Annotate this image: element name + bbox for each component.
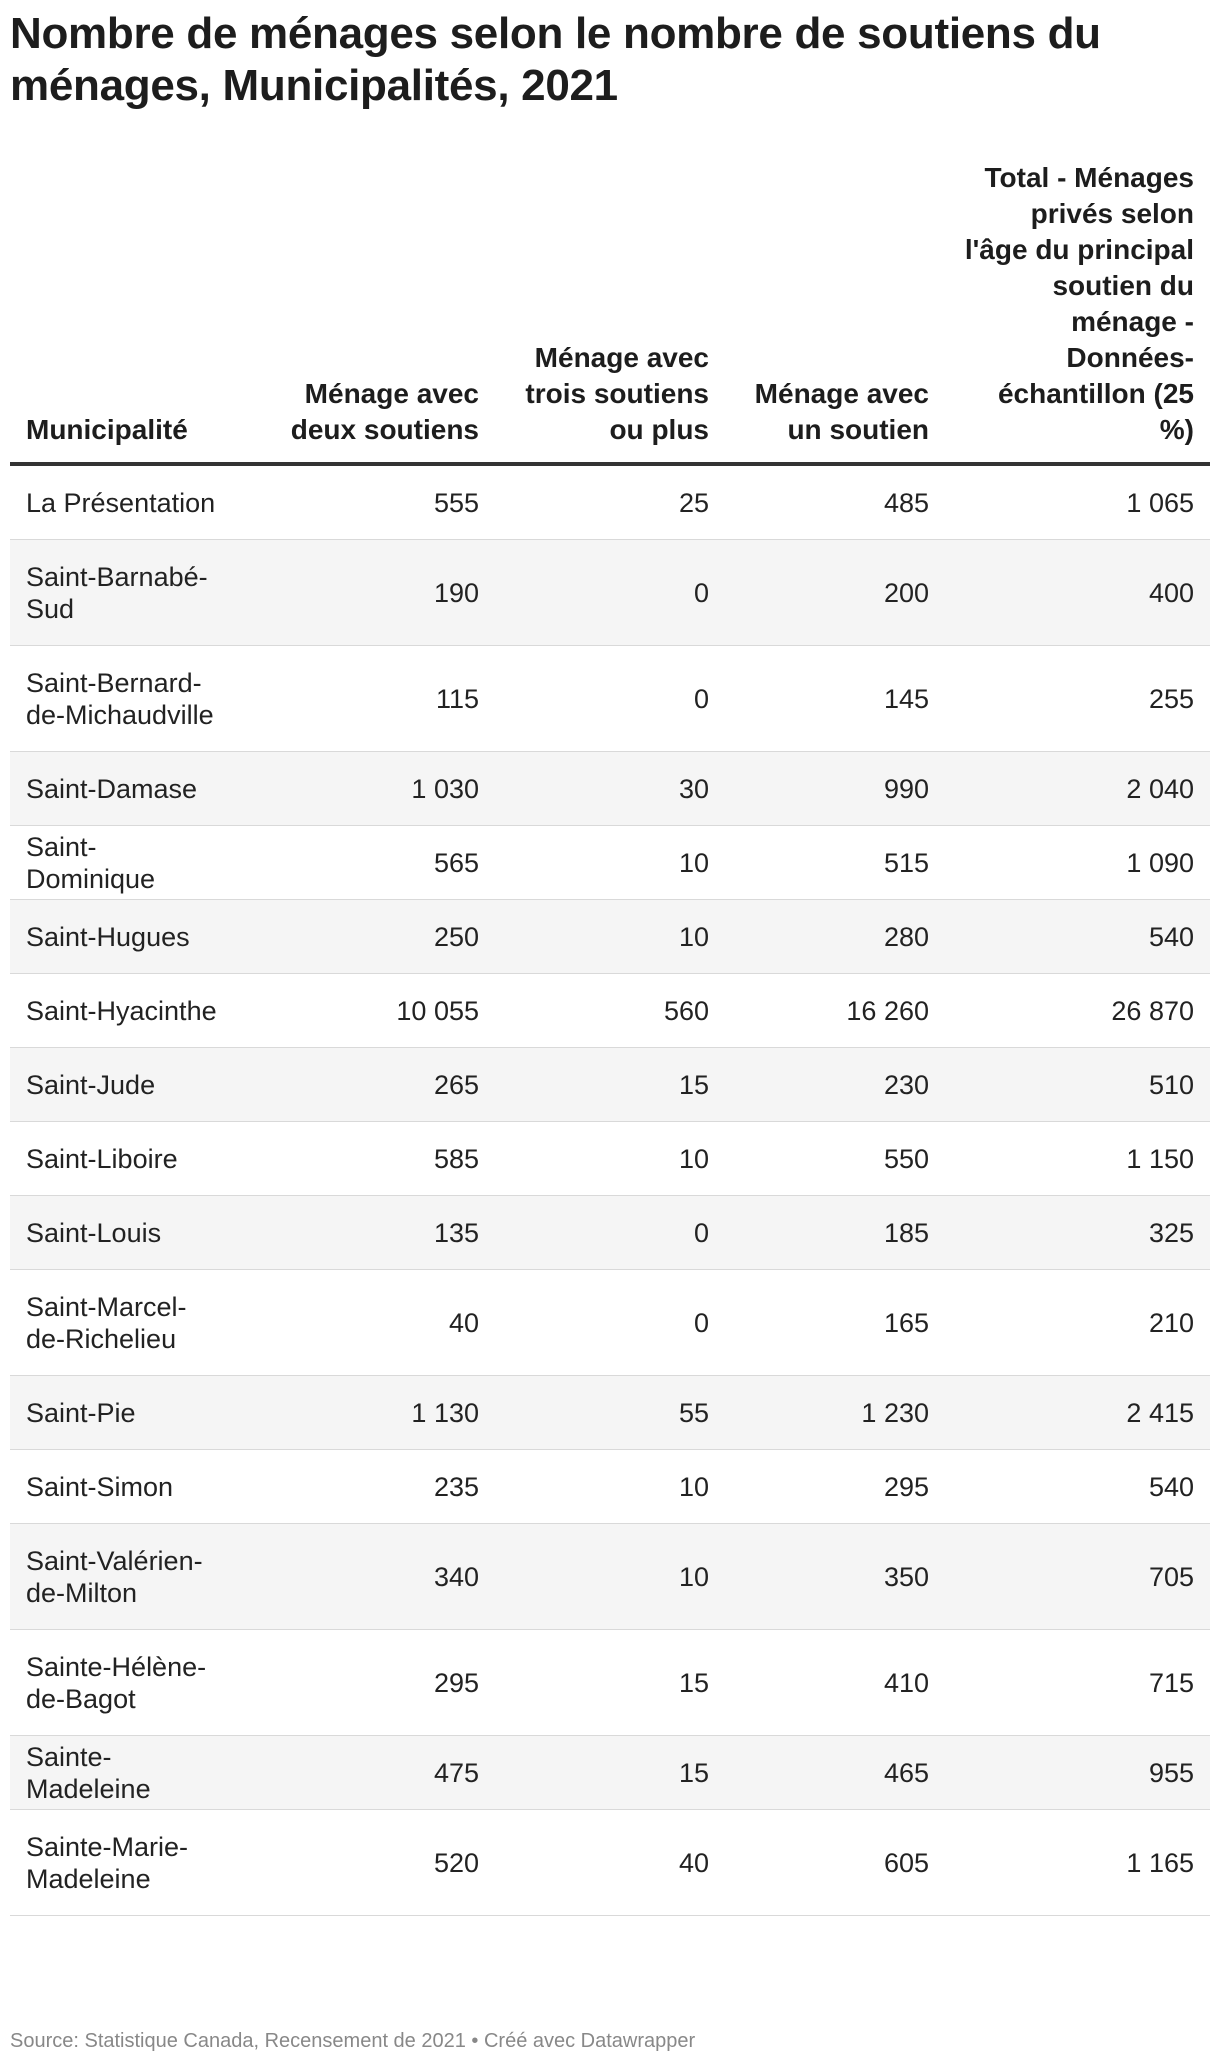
cell-deux-soutiens: 585 bbox=[235, 1122, 495, 1196]
table-row bbox=[10, 646, 1210, 752]
cell-municipalite: Saint-Liboire bbox=[10, 1122, 235, 1196]
table-row bbox=[10, 1122, 1210, 1196]
cell-municipalite: Saint-Louis bbox=[10, 1196, 235, 1270]
cell-deux-soutiens: 1 130 bbox=[235, 1376, 495, 1450]
cell-municipalite: Saint-Bernard-de-Michaudville bbox=[10, 646, 235, 752]
cell-un-soutien: 550 bbox=[725, 1122, 945, 1196]
cell-deux-soutiens: 265 bbox=[235, 1048, 495, 1122]
cell-total: 540 bbox=[945, 1450, 1210, 1524]
cell-deux-soutiens: 1 030 bbox=[235, 752, 495, 826]
table-row bbox=[10, 826, 1210, 900]
table-row bbox=[10, 1736, 1210, 1810]
cell-trois-soutiens: 0 bbox=[495, 1196, 725, 1270]
chart-title: Nombre de ménages selon le nombre de soutiens du ménages, Municipalités, 2021 bbox=[10, 9, 1101, 110]
column-header-un-soutien[interactable]: Ménage avec un soutien bbox=[725, 160, 945, 464]
column-header-municipalite[interactable]: Municipalité bbox=[10, 160, 235, 464]
table-row bbox=[10, 974, 1210, 1048]
cell-trois-soutiens: 10 bbox=[495, 1122, 725, 1196]
cell-total: 1 150 bbox=[945, 1122, 1210, 1196]
cell-municipalite: Saint-Marcel-de-Richelieu bbox=[10, 1270, 235, 1376]
table-row bbox=[10, 1524, 1210, 1630]
cell-trois-soutiens: 10 bbox=[495, 1450, 725, 1524]
cell-total: 1 065 bbox=[945, 464, 1210, 540]
table-row bbox=[10, 1196, 1210, 1270]
cell-trois-soutiens: 10 bbox=[495, 1524, 725, 1630]
cell-trois-soutiens: 15 bbox=[495, 1630, 725, 1736]
cell-municipalite: Saint-Simon bbox=[10, 1450, 235, 1524]
table-row bbox=[10, 1630, 1210, 1736]
cell-total: 210 bbox=[945, 1270, 1210, 1376]
table-row bbox=[10, 1450, 1210, 1524]
cell-trois-soutiens: 0 bbox=[495, 646, 725, 752]
cell-total: 325 bbox=[945, 1196, 1210, 1270]
cell-trois-soutiens: 15 bbox=[495, 1048, 725, 1122]
cell-trois-soutiens: 40 bbox=[495, 1810, 725, 1916]
table-row bbox=[10, 752, 1210, 826]
cell-total: 26 870 bbox=[945, 974, 1210, 1048]
cell-un-soutien: 605 bbox=[725, 1810, 945, 1916]
cell-deux-soutiens: 555 bbox=[235, 464, 495, 540]
cell-deux-soutiens: 565 bbox=[235, 826, 495, 900]
cell-un-soutien: 200 bbox=[725, 540, 945, 646]
column-header-total[interactable]: Total - Ménages privés selon l'âge du principal soutien du ménage - Données-échantillon (25 %) bbox=[945, 160, 1210, 464]
source-note: Source: Statistique Canada, Recensement de 2021 • Créé avec Datawrapper bbox=[10, 2030, 696, 2052]
cell-municipalite: Saint-Pie bbox=[10, 1376, 235, 1450]
cell-municipalite: Sainte-Madeleine bbox=[10, 1736, 235, 1810]
cell-trois-soutiens: 10 bbox=[495, 900, 725, 974]
cell-trois-soutiens: 30 bbox=[495, 752, 725, 826]
cell-deux-soutiens: 475 bbox=[235, 1736, 495, 1810]
column-header-deux-soutiens[interactable]: Ménage avec deux soutiens bbox=[235, 160, 495, 464]
cell-un-soutien: 990 bbox=[725, 752, 945, 826]
cell-deux-soutiens: 115 bbox=[235, 646, 495, 752]
cell-municipalite: Sainte-Hélène-de-Bagot bbox=[10, 1630, 235, 1736]
cell-total: 1 090 bbox=[945, 826, 1210, 900]
table-row bbox=[10, 540, 1210, 646]
cell-total: 540 bbox=[945, 900, 1210, 974]
cell-trois-soutiens: 0 bbox=[495, 540, 725, 646]
cell-trois-soutiens: 560 bbox=[495, 974, 725, 1048]
cell-municipalite: Saint-Hyacinthe bbox=[10, 974, 235, 1048]
cell-un-soutien: 280 bbox=[725, 900, 945, 974]
cell-total: 1 165 bbox=[945, 1810, 1210, 1916]
table-row bbox=[10, 464, 1210, 540]
cell-deux-soutiens: 340 bbox=[235, 1524, 495, 1630]
cell-total: 2 415 bbox=[945, 1376, 1210, 1450]
column-header-trois-soutiens[interactable]: Ménage avec trois soutiens ou plus bbox=[495, 160, 725, 464]
header-row bbox=[10, 160, 1210, 464]
cell-trois-soutiens: 10 bbox=[495, 826, 725, 900]
cell-municipalite: Saint-Barnabé-Sud bbox=[10, 540, 235, 646]
cell-total: 400 bbox=[945, 540, 1210, 646]
cell-total: 255 bbox=[945, 646, 1210, 752]
cell-municipalite: Saint-Jude bbox=[10, 1048, 235, 1122]
cell-deux-soutiens: 235 bbox=[235, 1450, 495, 1524]
cell-un-soutien: 465 bbox=[725, 1736, 945, 1810]
cell-un-soutien: 410 bbox=[725, 1630, 945, 1736]
cell-municipalite: Saint-Dominique bbox=[10, 826, 235, 900]
cell-total: 705 bbox=[945, 1524, 1210, 1630]
cell-trois-soutiens: 15 bbox=[495, 1736, 725, 1810]
cell-deux-soutiens: 295 bbox=[235, 1630, 495, 1736]
cell-municipalite: Saint-Damase bbox=[10, 752, 235, 826]
table-row bbox=[10, 1270, 1210, 1376]
cell-total: 2 040 bbox=[945, 752, 1210, 826]
cell-deux-soutiens: 135 bbox=[235, 1196, 495, 1270]
cell-un-soutien: 185 bbox=[725, 1196, 945, 1270]
cell-un-soutien: 165 bbox=[725, 1270, 945, 1376]
cell-un-soutien: 16 260 bbox=[725, 974, 945, 1048]
cell-deux-soutiens: 190 bbox=[235, 540, 495, 646]
cell-total: 510 bbox=[945, 1048, 1210, 1122]
table-body bbox=[10, 464, 1210, 1916]
cell-deux-soutiens: 40 bbox=[235, 1270, 495, 1376]
cell-un-soutien: 1 230 bbox=[725, 1376, 945, 1450]
table-row bbox=[10, 900, 1210, 974]
cell-total: 715 bbox=[945, 1630, 1210, 1736]
cell-municipalite: Sainte-Marie-Madeleine bbox=[10, 1810, 235, 1916]
cell-un-soutien: 515 bbox=[725, 826, 945, 900]
cell-municipalite: Saint-Hugues bbox=[10, 900, 235, 974]
cell-deux-soutiens: 10 055 bbox=[235, 974, 495, 1048]
cell-municipalite: La Présentation bbox=[10, 464, 235, 540]
table-row bbox=[10, 1810, 1210, 1916]
cell-un-soutien: 350 bbox=[725, 1524, 945, 1630]
cell-total: 955 bbox=[945, 1736, 1210, 1810]
cell-un-soutien: 485 bbox=[725, 464, 945, 540]
cell-un-soutien: 295 bbox=[725, 1450, 945, 1524]
data-table bbox=[10, 160, 1210, 1916]
cell-deux-soutiens: 520 bbox=[235, 1810, 495, 1916]
cell-deux-soutiens: 250 bbox=[235, 900, 495, 974]
cell-trois-soutiens: 25 bbox=[495, 464, 725, 540]
cell-municipalite: Saint-Valérien-de-Milton bbox=[10, 1524, 235, 1630]
table-row bbox=[10, 1048, 1210, 1122]
cell-trois-soutiens: 55 bbox=[495, 1376, 725, 1450]
table-row bbox=[10, 1376, 1210, 1450]
cell-un-soutien: 230 bbox=[725, 1048, 945, 1122]
cell-trois-soutiens: 0 bbox=[495, 1270, 725, 1376]
cell-un-soutien: 145 bbox=[725, 646, 945, 752]
